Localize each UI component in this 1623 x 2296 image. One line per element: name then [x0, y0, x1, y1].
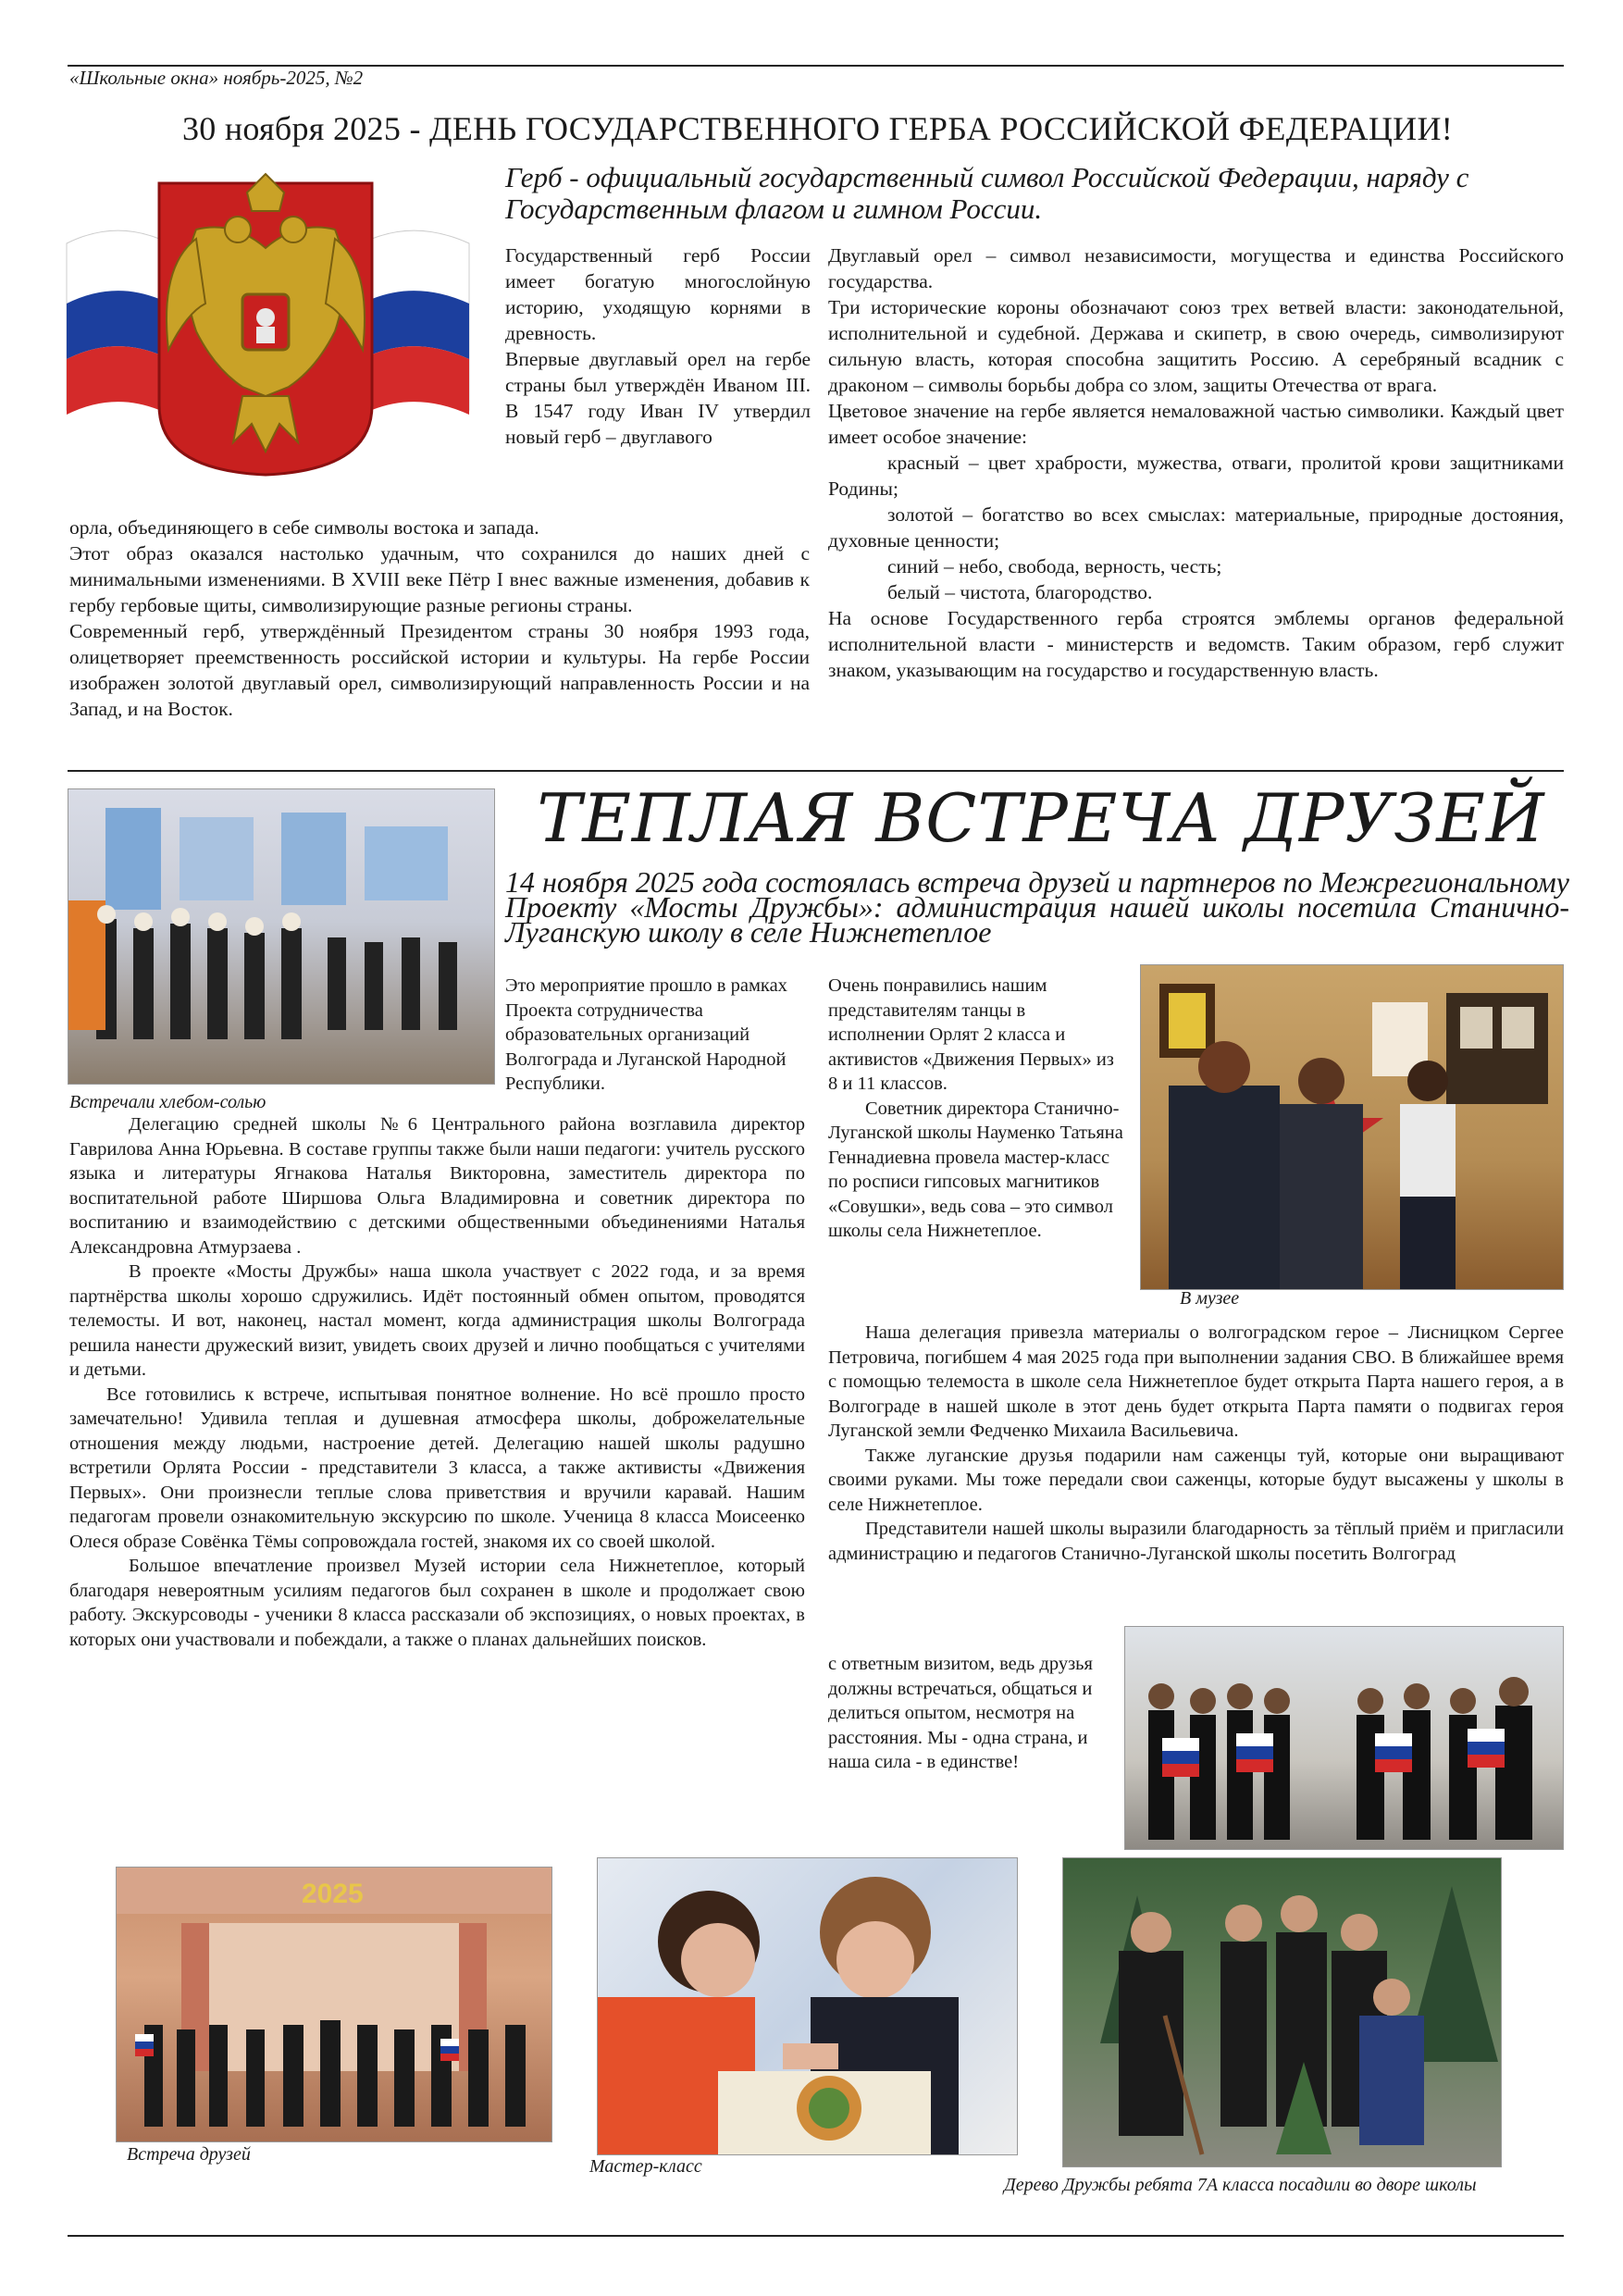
meeting-col2-narrow: [828, 974, 1124, 1244]
section-rule: [68, 770, 1564, 772]
photo-friends-meeting: [116, 1867, 552, 2142]
color-blue: синий – небо, свобода, верность, честь;: [887, 555, 1222, 577]
caption-friends: Встреча друзей: [127, 2144, 251, 2165]
bottom-rule: [68, 2235, 1564, 2237]
meeting-paragraph: Делегацию средней школы №6 Центрального района возглавила директор Гаврилова Анна Юрьевна. В составе группы также были наши педагоги: учитель русского языка и литературы Ягнакова Наталья Викторовна, заместитель директора по воспитательной работе Ширшова Ольга Владимировна и советник директора по воспитанию и взаимодействию с детскими общественными объединениями Наталья Александровна Атмурзаева .: [69, 1114, 805, 1258]
meeting-paragraph: Советник директора Станично-Луганской школы Науменко Татьяна Геннадиевна провела мастер-класс по росписи гипсовых магнитиков «Совушки», ведь сова – это символ школы села Нижнетеплое.: [828, 1098, 1123, 1241]
meeting-col2: [828, 1321, 1564, 1566]
coat-paragraph: Три исторические короны обозначают союз трех ветвей власти: законодательной, исполнительной и судебной. Держава и скипетр, в свою очередь, символизируют сильную власть, которая способна защитить Россию. А серебряный всадник с драконом – символы борьбы добра со злом, защиты Отечества от врага.: [828, 296, 1564, 396]
coat-right-column: [828, 242, 1564, 683]
color-gold: золотой – богатство во всех смыслах: материальные, природные достояния, духовные ценности;: [828, 503, 1564, 552]
coat-paragraph: Двуглавый орел – символ независимости, могущества и единства Российского государства.: [828, 244, 1564, 292]
photo-bread-salt: [68, 788, 495, 1085]
photo-flags-group: [1124, 1626, 1564, 1850]
meeting-col1: [69, 1112, 805, 1652]
coat-left-narrow: [505, 242, 811, 450]
meeting-paragraph: Очень понравились нашим представителям танцы в исполнении Орлят 2 класса и активистов «Движения Первых» из 8 и 11 классов.: [828, 975, 1114, 1094]
photo-museum: [1140, 964, 1564, 1290]
meeting-col1-narrow: Это мероприятие прошло в рамках Проекта сотрудничества образовательных организаций Волгограда и Луганской Народной Республики.: [505, 975, 787, 1094]
coat-paragraph: На основе Государственного герба строятся эмблемы органов федеральной исполнительной власти - министерств и ведомств. Таким образом, герб служит знаком, указывающим на государство и государственную власть.: [828, 607, 1564, 681]
meeting-lead: 14 ноября 2025 года состоялась встреча друзей и партнеров по Межрегиональному Проекту «Мосты Дружбы»: администрация нашей школы посетила Станично-Луганскую школу в селе Нижнетеплое: [505, 865, 1569, 949]
coat-paragraph: Впервые двуглавый орел на гербе страны был утверждён Иваном III. В 1547 году Иван IV утвердил новый герб – двуглавого: [505, 348, 811, 448]
coat-lead: Герб - официальный государственный символ Российской Федерации, наряду с Государственным флагом и гимном России.: [505, 161, 1469, 225]
caption-bread: Встречали хлебом-солью: [69, 1092, 266, 1112]
coat-paragraph: орла, объединяющего в себе символы востока и запада.: [69, 516, 539, 539]
photo-master-class: [597, 1857, 1018, 2155]
caption-master: Мастер-класс: [589, 2156, 702, 2177]
coat-left-wide: [69, 515, 810, 722]
meeting-paragraph: Все готовились к встрече, испытывая понятное волнение. Но всё прошло просто замечательно! Удивила теплая и душевная атмосфера школы, доброжелательные отношения между людьми, настроение детей. Делегацию нашей школы радушно встретили Орлята России - представители 3 класса, а также активисты «Движения Первых». Они произнесли теплые слова приветствия и вручили каравай. Нашим педагогам провели ознакомительную экскурсию по школе. Ученица 8 класса Моисеенко Олеся образе Совёнка Тёмы сопровождала гостей, знакомя их со своей школой.: [69, 1384, 805, 1552]
meeting-paragraph: Наша делегация привезла материалы о волгоградском герое – Лисницком Сергее Петровича, погибшем 4 мая 2025 года при выполнении задания СВО. В ближайшее время с помощью телемоста в школе села Нижнетеплое будет открыта Парта нашего героя, а в Волгограде в нашей школе в этот день будет открыта Парта памяти о подвигах героя Луганской земли Федченко Михаила Васильевича.: [828, 1322, 1564, 1441]
coat-paragraph: Современный герб, утверждённый Президентом страны 30 ноября 1993 года, олицетворяет преемственность российской истории и культуры. На гербе России изображен золотой двуглавый орел, символизирующий направленность России и на Запад, и на Восток.: [69, 620, 810, 720]
meeting-paragraph: Представители нашей школы выразили благодарность за тёплый приём и пригласили администрацию и педагогов Станично-Луганской школы посетить Волгоград: [828, 1519, 1564, 1564]
coat-paragraph: Цветовое значение на гербе является немаловажной частью символики. Каждый цвет имеет особое значение:: [828, 400, 1564, 448]
photo-tree-planting: [1062, 1857, 1502, 2167]
meeting-paragraph: В проекте «Мосты Дружбы» наша школа участвует с 2022 года, и за время партнёрства школы хорошо сдружились. Идёт постоянный обмен опытом, проводятся телемосты. И вот, наконец, настал момент, когда администрация школы Волгограда решила нанести дружеский визит, увидеть своих друзей и лично пообщаться с учителями и детьми.: [69, 1261, 805, 1380]
coat-paragraph: Государственный герб России имеет богатую многослойную историю, уходящую корнями в древность.: [505, 244, 811, 344]
meeting-paragraph: Также луганские друзья подарили нам саженцы туй, которые они выращивают своими руками. Мы тоже передали свои саженцы, которые будут высажены у школы в селе Нижнетеплое.: [828, 1445, 1564, 1515]
coat-headline: 30 ноября 2025 - ДЕНЬ ГОСУДАРСТВЕННОГО ГЕРБА РОССИЙСКОЙ ФЕДЕРАЦИИ!: [181, 110, 1454, 147]
banner-year: 2025: [302, 1879, 364, 1909]
meeting-title: ТЕПЛАЯ ВСТРЕЧА ДРУЗЕЙ: [537, 779, 1545, 857]
caption-museum: В музее: [1180, 1288, 1240, 1309]
issue-label: «Школьные окна» ноябрь-2025, №2: [69, 67, 364, 89]
color-white: белый – чистота, благородство.: [887, 581, 1153, 603]
color-red: красный – цвет храбрости, мужества, отваги, пролитой крови защитниками Родины;: [828, 452, 1564, 500]
coat-of-arms-image: [57, 165, 474, 479]
caption-tree: Дерево Дружбы ребята 7А класса посадили во дворе школы: [1004, 2175, 1477, 2195]
meeting-paragraph: Большое впечатление произвел Музей истории села Нижнетеплое, который благодаря невероятным усилиям педагогов был сохранен в школе и продолжает свою работу. Экскурсоводы - ученики 8 класса рассказали об экспозициях, о новых проектах, в которых они участвовали и побеждали, а также о планах дальнейших поисков.: [69, 1556, 805, 1650]
coat-paragraph: Этот образ оказался настолько удачным, что сохранился до наших дней с минимальными изменениями. В XVIII веке Пётр I внес важные изменения, добавив к гербу гербовые щиты, символизирующие разные регионы страны.: [69, 542, 810, 616]
meeting-col2-end: с ответным визитом, ведь друзья должны встречаться, общаться и делиться опытом, несмотря на расстояния. Мы - одна страна, и наша сила - в единстве!: [828, 1654, 1093, 1772]
